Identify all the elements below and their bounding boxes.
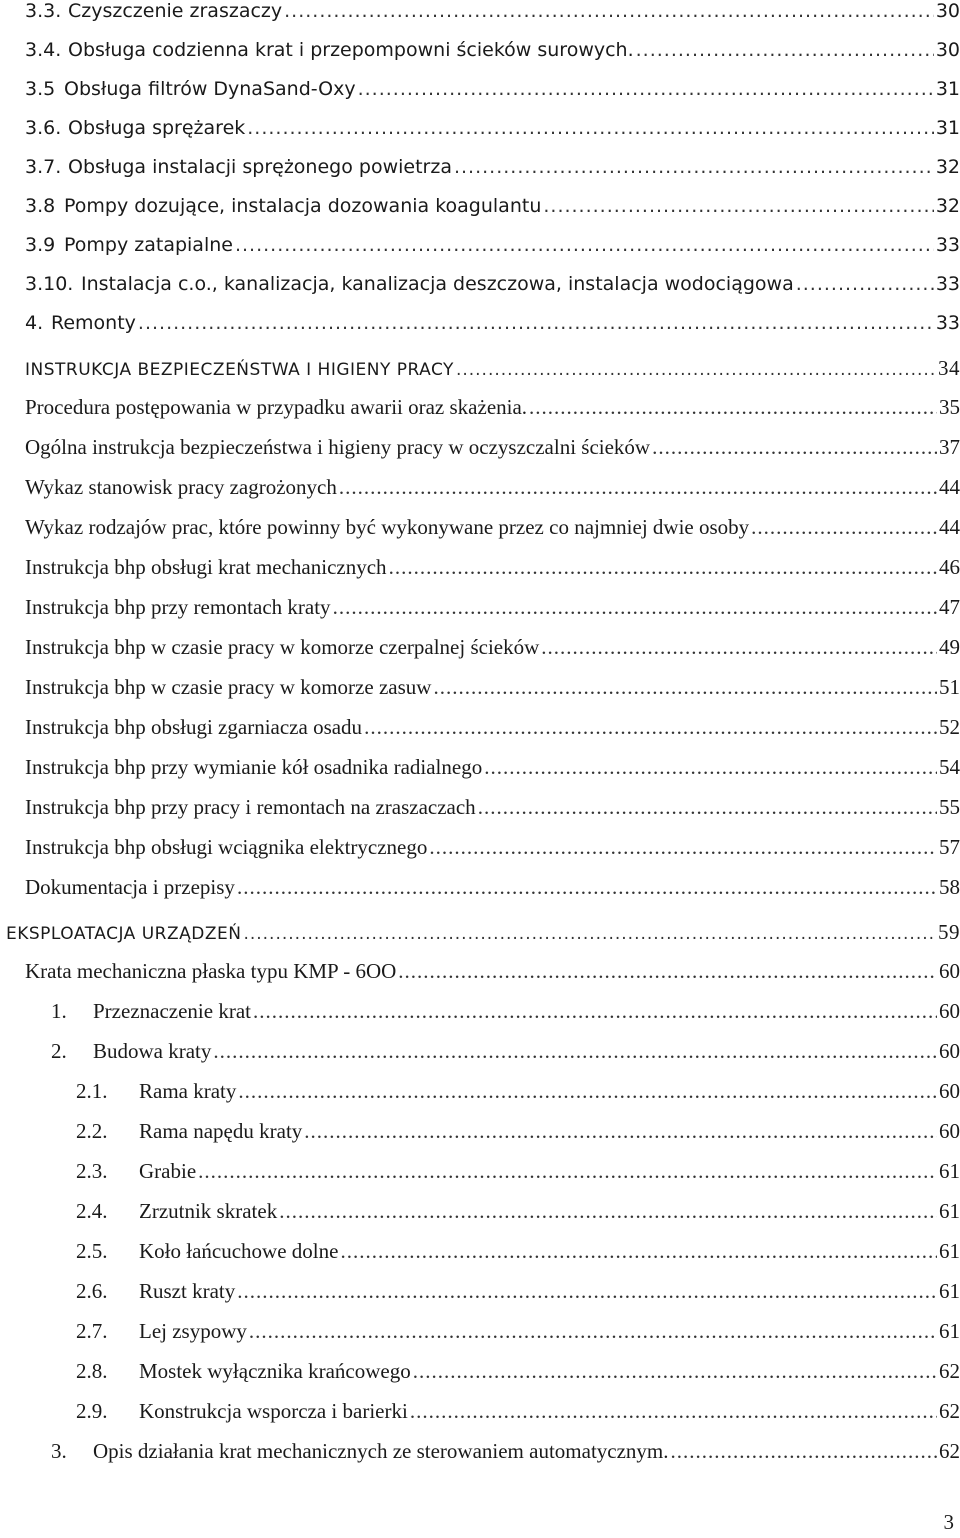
toc-leader-dots xyxy=(339,477,937,498)
toc-entry-title: INSTRUKCJA BEZPIECZEŃSTWA I HIGIENY PRACY xyxy=(25,360,454,380)
toc-entry-title: Instrukcja bhp przy wymianie kół osadnika radialnego xyxy=(25,755,483,779)
page-number: 3 xyxy=(943,1510,954,1534)
toc-entry[interactable] xyxy=(0,1201,960,1222)
toc-entry-number: 3.6. xyxy=(25,117,62,139)
toc-entry-number: 2.3. xyxy=(76,1159,108,1183)
toc-entry-title: Obsługa instalacji sprężonego powietrza xyxy=(68,156,452,178)
toc-leader-dots xyxy=(541,637,937,658)
toc-entry-number: 4. xyxy=(25,312,44,334)
toc-entry[interactable] xyxy=(0,1281,960,1302)
toc-leader-dots xyxy=(213,1041,937,1062)
toc-entry[interactable] xyxy=(0,597,960,618)
toc-leader-dots xyxy=(333,597,937,618)
toc-leader-dots xyxy=(198,1161,937,1182)
toc-entry-page: 31 xyxy=(935,78,960,100)
toc-entry-page: 52 xyxy=(939,715,960,739)
toc-entry-title: Konstrukcja wsporcza i barierki xyxy=(139,1399,408,1423)
toc-leader-dots xyxy=(138,314,934,333)
toc-entry-title: Czyszczenie zraszaczy xyxy=(68,0,283,22)
toc-entry[interactable] xyxy=(0,2,960,21)
toc-leader-dots xyxy=(358,80,934,99)
toc-entry-page: 58 xyxy=(939,875,960,899)
toc-entry-page: 33 xyxy=(935,234,960,256)
toc-entry-title: Zrzutnik skratek xyxy=(139,1199,278,1223)
toc-entry[interactable] xyxy=(0,757,960,778)
toc-entry-title: Pompy zatapialne xyxy=(64,234,233,256)
toc-leader-dots xyxy=(671,1441,937,1462)
toc-leader-dots xyxy=(238,1081,937,1102)
toc-entry-number: 2.6. xyxy=(76,1279,108,1303)
toc-entry-page: 30 xyxy=(935,39,960,61)
toc-entry-title: Koło łańcuchowe dolne xyxy=(139,1239,339,1263)
toc-leader-dots xyxy=(478,797,937,818)
toc-leader-dots xyxy=(529,397,937,418)
toc-entry[interactable] xyxy=(0,1001,960,1022)
toc-entry-page: 60 xyxy=(939,959,960,983)
toc-leader-dots xyxy=(543,197,933,216)
toc-entry[interactable] xyxy=(0,1321,960,1342)
toc-entry-page: 61 xyxy=(939,1279,960,1303)
toc-leader-dots xyxy=(243,926,936,943)
toc-entry[interactable] xyxy=(0,236,960,255)
toc-leader-dots xyxy=(235,236,934,255)
toc-entry-number: 2.7. xyxy=(76,1319,108,1343)
toc-entry[interactable] xyxy=(0,517,960,538)
toc-entry[interactable] xyxy=(0,837,960,858)
toc-leader-dots xyxy=(249,1321,937,1342)
toc-entry-title: Rama kraty xyxy=(139,1079,237,1103)
toc-entry[interactable] xyxy=(0,41,960,60)
toc-entry-title: Mostek wyłącznika krańcowego xyxy=(139,1359,411,1383)
toc-leader-dots xyxy=(652,437,937,458)
toc-entry[interactable] xyxy=(0,717,960,738)
toc-entry-page: 61 xyxy=(939,1319,960,1343)
toc-entry[interactable] xyxy=(0,80,960,99)
toc-entry-page: 61 xyxy=(939,1159,960,1183)
toc-entry[interactable] xyxy=(0,1121,960,1142)
toc-entry-title: Wykaz stanowisk pracy zagrożonych xyxy=(25,475,337,499)
toc-entry-title: Instrukcja bhp obsługi krat mechanicznych xyxy=(25,555,387,579)
toc-entry-title: Remonty xyxy=(51,312,136,334)
toc-entry-title: Rama napędu kraty xyxy=(139,1119,303,1143)
toc-entry[interactable] xyxy=(0,158,960,177)
toc-entry-page: 59 xyxy=(938,920,960,944)
toc-entry-number: 2.2. xyxy=(76,1119,108,1143)
toc-leader-dots xyxy=(364,717,937,738)
toc-leader-dots xyxy=(340,1241,937,1262)
toc-entry[interactable] xyxy=(0,1241,960,1262)
toc-entry-page: 30 xyxy=(935,0,960,22)
toc-entry-page: 62 xyxy=(939,1399,960,1423)
toc-leader-dots xyxy=(284,2,934,21)
toc-entry[interactable] xyxy=(0,677,960,698)
toc-entry-number: 3.3. xyxy=(25,0,62,22)
toc-entry-page: 62 xyxy=(939,1439,960,1463)
toc-entry-number: 2.1. xyxy=(76,1079,108,1103)
toc-entry[interactable] xyxy=(0,477,960,498)
toc-leader-dots xyxy=(410,1401,937,1422)
toc-entry-page: 33 xyxy=(935,273,960,295)
toc-entry-title: Instrukcja bhp w czasie pracy w komorze czerpalnej ścieków xyxy=(25,635,540,659)
toc-entry-page: 61 xyxy=(939,1239,960,1263)
toc-entry-page: 47 xyxy=(939,595,960,619)
toc-entry-title: Przeznaczenie krat xyxy=(93,999,251,1023)
toc-entry-number: 3.8 xyxy=(25,195,56,217)
toc-entry-title: EKSPLOATACJA URZĄDZEŃ xyxy=(6,924,242,944)
toc-entry-number: 3.7. xyxy=(25,156,62,178)
toc-entry-page: 44 xyxy=(939,475,960,499)
toc-entry[interactable] xyxy=(0,1041,960,1062)
toc-entry-number: 3.10. xyxy=(25,273,74,295)
toc-entry-page: 37 xyxy=(939,435,960,459)
toc-entry[interactable] xyxy=(0,1441,960,1462)
toc-entry-page: 61 xyxy=(939,1199,960,1223)
toc-leader-dots xyxy=(389,557,937,578)
toc-entry-page: 32 xyxy=(935,195,960,217)
toc-entry-page: 32 xyxy=(935,156,960,178)
toc-entry-number: 3. xyxy=(51,1439,67,1463)
toc-entry-page: 31 xyxy=(935,117,960,139)
toc-leader-dots xyxy=(237,877,937,898)
toc-leader-dots xyxy=(253,1001,937,1022)
toc-entry[interactable] xyxy=(0,397,960,418)
toc-entry[interactable] xyxy=(0,1081,960,1102)
toc-entry[interactable] xyxy=(0,797,960,818)
toc-entry-number: 3.5 xyxy=(25,78,56,100)
toc-entry[interactable] xyxy=(0,314,960,333)
toc-entry-title: Instrukcja bhp przy pracy i remontach na zraszaczach xyxy=(25,795,476,819)
toc-entry-page: 34 xyxy=(938,356,960,380)
toc-entry[interactable] xyxy=(0,197,960,216)
toc-entry[interactable] xyxy=(0,1401,960,1422)
toc-entry-title: Obsługa sprężarek xyxy=(68,117,246,139)
toc-entry-number: 1. xyxy=(51,999,67,1023)
toc-entry-heading[interactable] xyxy=(0,922,960,943)
toc-entry[interactable] xyxy=(0,275,960,294)
toc-entry-title: Opis działania krat mechanicznych ze sterowaniem automatycznym. xyxy=(93,1439,669,1463)
toc-entry[interactable] xyxy=(0,1161,960,1182)
toc-entry-number: 2. xyxy=(51,1039,67,1063)
toc-entry[interactable] xyxy=(0,437,960,458)
toc-leader-dots xyxy=(796,275,934,294)
toc-entry-page: 60 xyxy=(939,1079,960,1103)
toc-entry-title: Obsługa filtrów DynaSand-Oxy xyxy=(64,78,356,100)
toc-entry[interactable] xyxy=(0,877,960,898)
toc-leader-dots xyxy=(398,961,937,982)
toc-leader-dots xyxy=(636,41,934,60)
toc-entry-number: 3.9 xyxy=(25,234,56,256)
toc-leader-dots xyxy=(279,1201,937,1222)
toc-leader-dots xyxy=(429,837,937,858)
toc-entry-title: Wykaz rodzajów prac, które powinny być wykonywane przez co najmniej dwie osoby xyxy=(25,515,750,539)
toc-entry-page: 46 xyxy=(939,555,960,579)
toc-entry[interactable] xyxy=(0,961,960,982)
toc-entry-page: 60 xyxy=(939,1039,960,1063)
toc-entry-title: Instrukcja bhp obsługi zgarniacza osadu xyxy=(25,715,363,739)
toc-leader-dots xyxy=(751,517,937,538)
toc-entry[interactable] xyxy=(0,119,960,138)
toc-entry-page: 60 xyxy=(939,1119,960,1143)
toc-entry-heading[interactable] xyxy=(0,358,960,379)
toc-entry-number: 2.4. xyxy=(76,1199,108,1223)
toc-entry-page: 57 xyxy=(939,835,960,859)
toc-leader-dots xyxy=(413,1361,937,1382)
toc-entry-page: 35 xyxy=(939,395,960,419)
toc-entry-number: 2.5. xyxy=(76,1239,108,1263)
toc-entry-title: Lej zsypowy xyxy=(139,1319,247,1343)
toc-leader-dots xyxy=(304,1121,937,1142)
toc-entry-page: 55 xyxy=(939,795,960,819)
toc-entry-title: Procedura postępowania w przypadku awarii oraz skażenia. xyxy=(25,395,528,419)
toc-entry-page: 62 xyxy=(939,1359,960,1383)
toc-entry-title: Instrukcja bhp przy remontach kraty xyxy=(25,595,331,619)
toc-leader-dots xyxy=(247,119,934,138)
toc-entry-page: 33 xyxy=(935,312,960,334)
toc-entry-title: Instrukcja bhp obsługi wciągnika elektrycznego xyxy=(25,835,428,859)
toc-entry[interactable] xyxy=(0,557,960,578)
toc-entry-page: 44 xyxy=(939,515,960,539)
toc-leader-dots xyxy=(237,1281,937,1302)
toc-entry-title: Krata mechaniczna płaska typu KMP - 6OO xyxy=(25,959,397,983)
toc-entry-title: Pompy dozujące, instalacja dozowania koagulantu xyxy=(64,195,542,217)
toc-leader-dots xyxy=(484,757,937,778)
toc-entry[interactable] xyxy=(0,1361,960,1382)
toc-entry-number: 2.8. xyxy=(76,1359,108,1383)
toc-entry-title: Budowa kraty xyxy=(93,1039,212,1063)
toc-entry-page: 49 xyxy=(939,635,960,659)
toc-entry-title: Dokumentacja i przepisy xyxy=(25,875,235,899)
toc-entry-page: 60 xyxy=(939,999,960,1023)
toc-entry-title: Ruszt kraty xyxy=(139,1279,236,1303)
toc-leader-dots xyxy=(433,677,937,698)
toc-entry-number: 3.4. xyxy=(25,39,62,61)
toc-entry-number: 2.9. xyxy=(76,1399,108,1423)
toc-entry-title: Instalacja c.o., kanalizacja, kanalizacja deszczowa, instalacja wodociągowa xyxy=(81,273,794,295)
toc-entry[interactable] xyxy=(0,637,960,658)
toc-entry-title: Ogólna instrukcja bezpieczeństwa i higieny pracy w oczyszczalni ścieków xyxy=(25,435,651,459)
toc-entry-page: 54 xyxy=(939,755,960,779)
toc-leader-dots xyxy=(456,362,936,379)
toc-entry-title: Grabie xyxy=(139,1159,197,1183)
toc-entry-title: Obsługa codzienna krat i przepompowni ścieków surowych. xyxy=(68,39,634,61)
toc-entry-page: 51 xyxy=(939,675,960,699)
toc-leader-dots xyxy=(454,158,934,177)
toc-entry-title: Instrukcja bhp w czasie pracy w komorze zasuw xyxy=(25,675,432,699)
